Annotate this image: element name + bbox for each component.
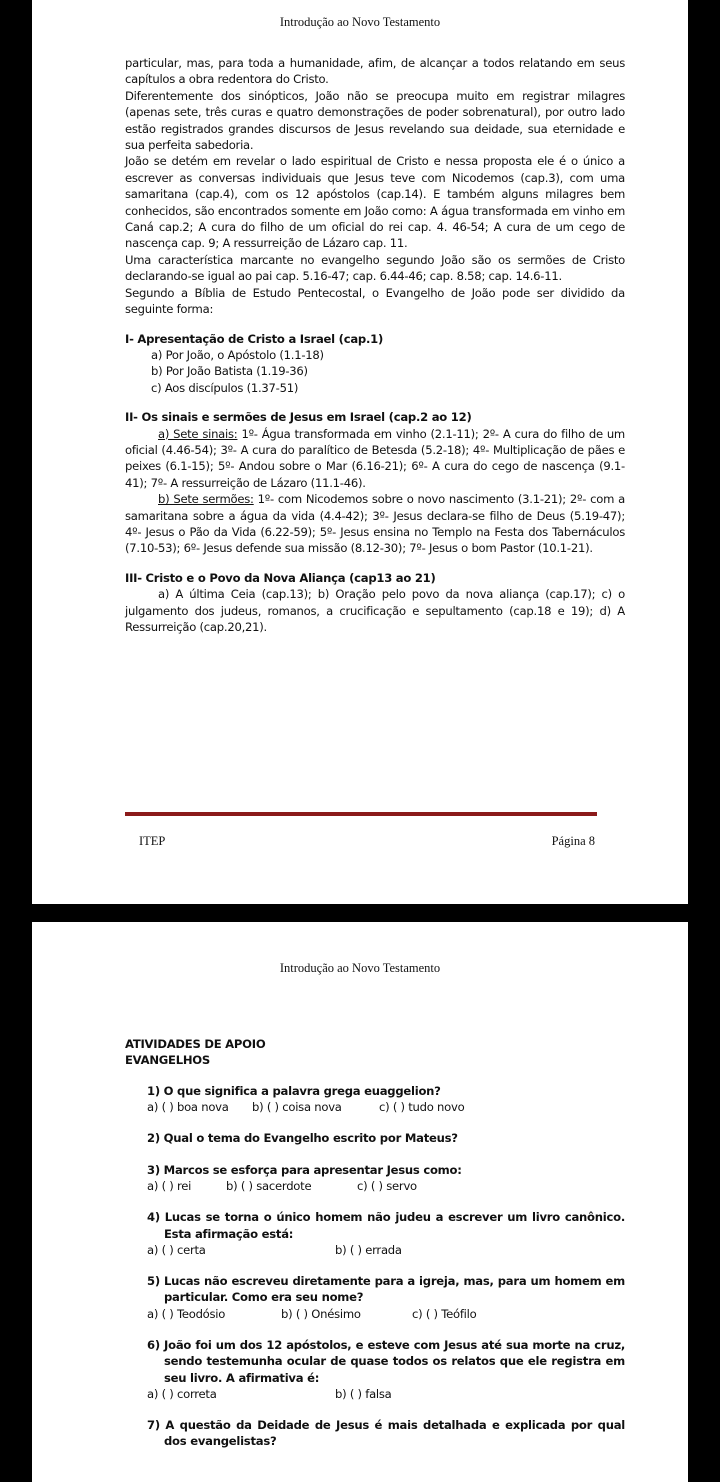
option[interactable]: c) ( ) Teófilo xyxy=(412,1306,477,1321)
option[interactable]: c) ( ) servo xyxy=(357,1179,417,1194)
question-options xyxy=(125,1099,625,1115)
option[interactable]: a) ( ) rei xyxy=(147,1179,192,1194)
page-header: Introdução ao Novo Testamento xyxy=(279,15,441,29)
activities-title xyxy=(125,1036,625,1068)
question xyxy=(125,1083,625,1115)
list-item: a) Por João, o Apóstolo (1.1-18) xyxy=(151,347,324,362)
question-options xyxy=(125,1178,625,1194)
question-options xyxy=(125,1386,625,1402)
question xyxy=(125,1273,625,1322)
list-item: b) Por João Batista (1.19-36) xyxy=(151,364,308,379)
question xyxy=(125,1130,625,1146)
question-text: 5) Lucas não escreveu diretamente para a igreja, mas, para um homem em particular. Como era seu nome? xyxy=(147,1274,625,1305)
option[interactable]: a) ( ) correta xyxy=(147,1387,217,1402)
option[interactable]: c) ( ) tudo novo xyxy=(379,1100,465,1115)
option[interactable]: b) ( ) falsa xyxy=(335,1387,392,1402)
option[interactable]: b) ( ) errada xyxy=(335,1243,402,1258)
document-page-8 xyxy=(32,0,688,904)
signs-paragraph xyxy=(125,426,625,492)
paragraph: João se detém em revelar o lado espiritual de Cristo e nessa proposta ele é o único a escrever as conversas individuais que Jesus teve com Nicodemos (cap.3), com uma samaritana (cap.4), com os 12 apóstolos (cap.14). E também alguns milagres bem conhecidos, são encontrados somente em João como: A água transformada em vinho em Caná cap.2; A cura do filho de um oficial do rei cap. 4. 46-54; A cura de um cego de nascença cap. 9; A ressurreição de Lázaro cap. 11. xyxy=(125,154,625,251)
page-body xyxy=(125,55,625,635)
question xyxy=(125,1337,625,1402)
paragraph: Diferentemente dos sinópticos, João não se preocupa muito em registrar milagres (apenas sete, três curas e quatro demonstrações de poder sobrenatural), por outro lado estão registrados grandes discursos de Jesus revelando sua deidade, sua eternidade e sua perfeita sabedoria. xyxy=(125,88,625,153)
footer-left: ITEP xyxy=(139,834,166,848)
paragraph: a) A última Ceia (cap.13); b) Oração pelo povo da nova aliança (cap.17); c) o julgamento dos judeus, romanos, a crucificação e sepultamento (cap.18 e 19); d) A Ressurreição (cap.20,21). xyxy=(125,587,625,634)
paragraph: particular, mas, para toda a humanidade, afim, de alcançar a todos relatando em seus capítulos a obra redentora do Cristo. xyxy=(125,56,625,87)
option[interactable]: a) ( ) Teodósio xyxy=(147,1306,226,1321)
section-title: I- Apresentação de Cristo a Israel (cap.1) xyxy=(125,331,383,346)
option[interactable]: b) ( ) Onésimo xyxy=(281,1306,361,1321)
question-text: 1) O que significa a palavra grega euaggelion? xyxy=(147,1084,441,1098)
section-title: II- Os sinais e sermões de Jesus em Israel (cap.2 ao 12) xyxy=(125,410,472,425)
page-footer xyxy=(139,834,595,849)
question-text: 7) A questão da Deidade de Jesus é mais detalhada e explicada por qual dos evangelistas? xyxy=(147,1418,625,1449)
option[interactable]: b) ( ) sacerdote xyxy=(226,1179,312,1194)
question-options xyxy=(125,1306,625,1322)
paragraph: Segundo a Bíblia de Estudo Pentecostal, o Evangelho de João pode ser dividido da seguinte forma: xyxy=(125,285,625,317)
question-text: 3) Marcos se esforça para apresentar Jesus como: xyxy=(147,1162,462,1177)
page-body xyxy=(125,1036,625,1450)
sermons-paragraph xyxy=(125,491,625,557)
activities-title-line: ATIVIDADES DE APOIO xyxy=(125,1037,266,1051)
signs-label: a) Sete sinais: xyxy=(158,426,238,441)
question xyxy=(125,1209,625,1258)
page-number: Página 8 xyxy=(551,834,595,848)
section-title: III- Cristo e o Povo da Nova Aliança (cap13 ao 21) xyxy=(125,570,436,585)
list-item: c) Aos discípulos (1.37-51) xyxy=(151,380,299,395)
option[interactable]: a) ( ) certa xyxy=(147,1243,206,1258)
signs-text: 1º- Água transformada em vinho (2.1-11); 2º- A cura do filho de um oficial (4.46-54); 3º- A cura do paralítico de Betesda (5.2-18); 4º- Multiplicação de pães e peixes (6.1-15); 5º- Andou sobre o Mar (6.16-21); 6º- A cura do cego de nascença (9.1-41); 7º- A ressurreição de Lázaro (11.1-46). xyxy=(125,426,625,490)
question xyxy=(125,1417,625,1450)
footer-divider xyxy=(125,812,597,816)
sermons-label: b) Sete sermões: xyxy=(158,492,254,507)
question-text: 4) Lucas se torna o único homem não judeu a escrever um livro canônico. Esta afirmação está: xyxy=(147,1210,625,1241)
question-text: 6) João foi um dos 12 apóstolos, e esteve com Jesus até sua morte na cruz, sendo testemunha ocular de quase todos os relatos que ele registra em seu livro. A afirmativa é: xyxy=(147,1337,625,1385)
sermons-text: 1º- com Nicodemos sobre o novo nascimento (3.1-21); 2º- com a samaritana sobre a água da vida (4.4-42); 3º- Jesus declara-se filho de Deus (5.19-47); 4º- Jesus o Pão da Vida (6.22-59); 5º- Jesus ensina no Templo na Festa dos Tabernáculos (7.10-53); 6º- Jesus defende sua missão (8.12-30); 7º- Jesus o bom Pastor (10.1-21). xyxy=(125,492,625,556)
question-text: 2) Qual o tema do Evangelho escrito por Mateus? xyxy=(147,1131,458,1146)
page-header: Introdução ao Novo Testamento xyxy=(279,961,441,975)
document-page-9 xyxy=(32,922,688,1482)
question-options xyxy=(125,1242,625,1258)
option[interactable]: b) ( ) coisa nova xyxy=(252,1100,342,1115)
activities-title-line: EVANGELHOS xyxy=(125,1053,211,1067)
option[interactable]: a) ( ) boa nova xyxy=(147,1100,229,1115)
question xyxy=(125,1162,625,1194)
paragraph: Uma característica marcante no evangelho segundo João são os sermões de Cristo declarando-se igual ao pai cap. 5.16-47; cap. 6.44-46; cap. 8.58; cap. 14.6-11. xyxy=(125,252,625,284)
